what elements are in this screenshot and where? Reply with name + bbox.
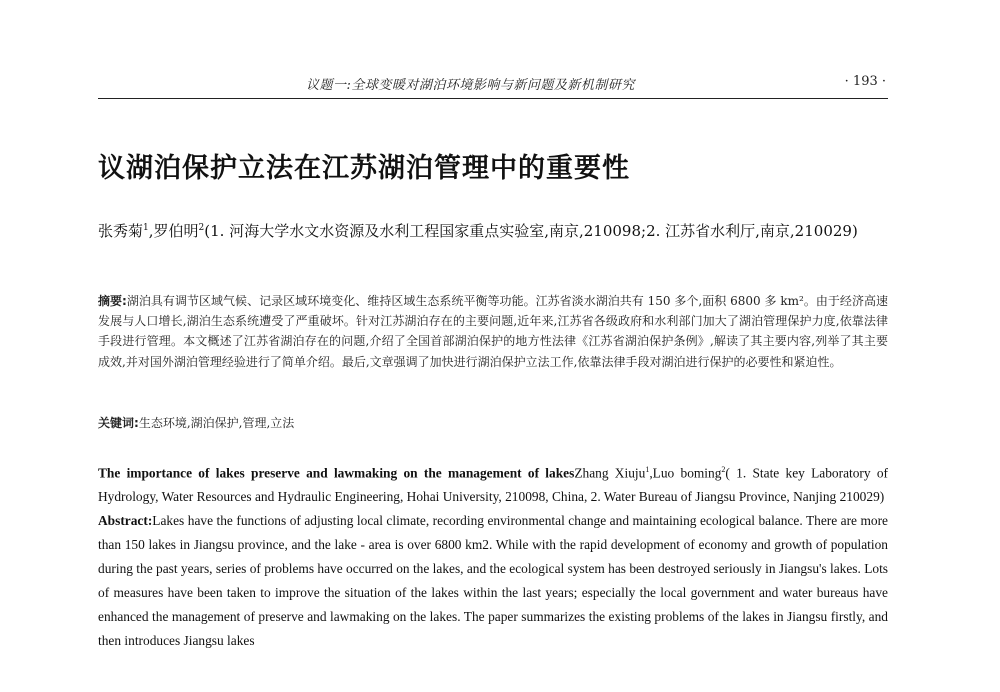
chinese-keywords-label: 关键词: (98, 416, 139, 430)
author-1-affiliation-mark: 1 (143, 223, 149, 233)
author-1: 张秀菊 (98, 222, 144, 240)
author-affiliation: (1. 河海大学水文水资源及水利工程国家重点实验室,南京,210098;2. 江苏省水利厅,南京,210029) (204, 222, 858, 240)
english-section (98, 458, 888, 653)
chinese-keywords (98, 413, 888, 433)
english-affiliation: ( 1. State key Laboratory of Hydrology, Water Resources and Hydraulic Engineering, Hohai University, 210098, China, 2. Water Bureau of Jiangsu Province, Nanjing 210029) (98, 465, 888, 505)
english-abstract-label: Abstract: (98, 513, 153, 529)
english-author-1-mark: 1 (645, 465, 650, 474)
author-line (98, 215, 888, 244)
author-2: 罗伯明 (153, 222, 199, 240)
page-number: · 193 · (844, 74, 886, 89)
header-rule (98, 98, 888, 99)
english-abstract (98, 509, 888, 653)
author-separator: , (148, 222, 154, 240)
running-header (98, 74, 888, 96)
chinese-keywords-text: 生态环境,湖泊保护,管理,立法 (138, 416, 295, 430)
chinese-abstract-text: 湖泊具有调节区域气候、记录区域环境变化、维持区域生态系统平衡等功能。江苏省淡水湖泊共有 150 多个,面积 6800 多 km²。由于经济高速发展与人口增长,湖泊生态系统遭受了严重破坏。针对江苏湖泊存在的主要问题,近年来,江苏省各级政府和水利部门加大了湖泊管理保护力度,依靠法律手段进行管理。本文概述了江苏省湖泊存在的问题,介绍了全国首部湖泊保护的地方性法律《江苏省湖泊保护条例》,解读了其主要内容,列举了其主要成效,并对国外湖泊管理经验进行了简单介绍。最后,文章强调了加快进行湖泊保护立法工作,依靠法律手段对湖泊进行保护的必要性和紧迫性。 (98, 294, 888, 369)
chinese-abstract (98, 291, 888, 372)
running-title: 议题一:全球变暖对湖泊环境影响与新问题及新机制研究 (306, 78, 635, 93)
paper-title: 议湖泊保护立法在江苏湖泊管理中的重要性 (98, 153, 630, 184)
author-2-affiliation-mark: 2 (198, 223, 205, 233)
english-author-1: Zhang Xiuju (574, 465, 646, 481)
english-abstract-text: Lakes have the functions of adjusting local climate, recording environmental change and maintaining ecological balance. There are more than 150 lakes in Jiangsu province, and the lake - area is over 6800 km2. While with the rapid development of economy and growth of population during the past years, series of problems have occurred on the lakes, and the ecological system has been destroyed seriously in Jiangsu's lakes. Lots of measures have been taken to improve the situation of the lakes within the last years; especially the local government and water bureaus have enhanced the management of preserve and lawmaking on the lakes. The paper summarizes the existing problems of the lakes in Jiangsu firstly, and then introduces Jiangsu lakes (98, 513, 889, 649)
chinese-abstract-label: 摘要: (98, 294, 127, 308)
english-author-2-mark: 2 (721, 465, 726, 474)
english-author-2: ,Luo boming (649, 465, 722, 481)
english-title-line (98, 458, 888, 509)
english-title: The importance of lakes preserve and lawmaking on the management of lakes (98, 465, 575, 481)
